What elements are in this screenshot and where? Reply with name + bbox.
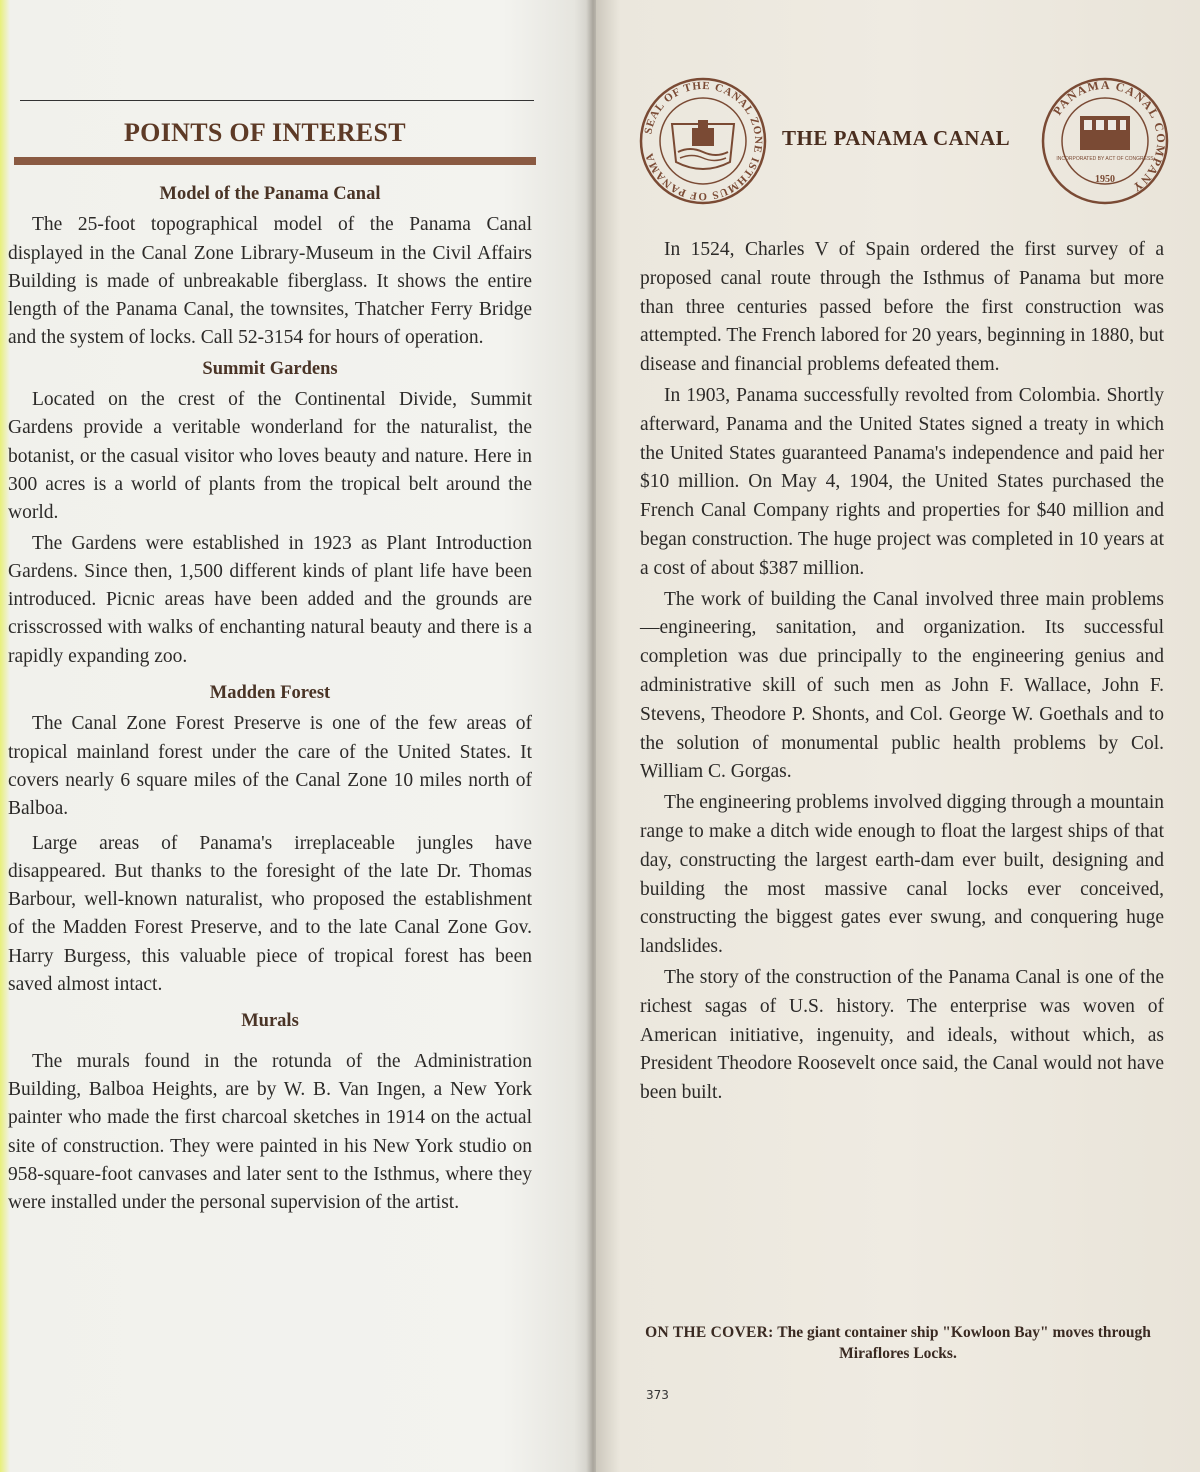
- title-underline-bar: [14, 157, 536, 165]
- section-heading-murals: Murals: [241, 1011, 299, 1032]
- top-rule: [20, 100, 534, 101]
- summit-paragraph-1: Located on the crest of the Continental Divide, Summit Gardens provide a veritable wonderland for the naturalist, the botanist, or the casual visitor who loves beauty and nature. Here in 300 acres is a world of plants from the tropical belt around the world.: [8, 389, 532, 524]
- panama-canal-history-column: [640, 236, 1164, 1110]
- points-of-interest-title: POINTS OF INTEREST: [124, 118, 406, 147]
- summit-paragraph-2: The Gardens were established in 1923 as Plant Introduction Gardens. Since then, 1,500 different kinds of plant life have been introduced. Picnic areas have been added and the grounds are crisscrossed with walks of enchanting natural beauty and there is a rapidly expanding zoo.: [8, 532, 532, 667]
- cover-caption-text: The giant container ship "Kowloon Bay" moves through Miraflores Locks.: [777, 1324, 1151, 1362]
- page-number: 373: [646, 1388, 669, 1402]
- section-heading-madden: Madden Forest: [209, 683, 331, 704]
- points-of-interest-column: [8, 180, 532, 1219]
- history-paragraph-2: In 1903, Panama successfully revolted from Colombia. Shortly afterward, Panama and the United States signed a treaty in which the United States guaranteed Panama's independence and paid her $10 million. On May 4, 1904, the United States purchased the French Canal Company rights and properties for $40 million and began construction. The huge project was completed in 10 years at a cost of about $387 million.: [640, 384, 1164, 579]
- history-paragraph-4: The engineering problems involved digging through a mountain range to make a ditch wide enough to float the largest ships of that day, constructing the largest earth-dam ever built, designing and building the most massive canal locks ever conceived, constructing the biggest gates ever swung, and conquering huge landslides.: [640, 792, 1164, 958]
- panama-canal-title: THE PANAMA CANAL: [782, 126, 1011, 150]
- madden-paragraph-1: The Canal Zone Forest Preserve is one of the few areas of tropical mainland forest under the care of the United States. It covers nearly 6 square miles of the Canal Zone 10 miles north of Balboa.: [8, 713, 532, 820]
- section-heading-summit: Summit Gardens: [202, 358, 338, 379]
- history-paragraph-3: The work of building the Canal involved three main problems—engineering, sanitation, and organization. Its successful completion was due principally to the engineering genius and administrative skill of such men as John F. Wallace, John F. Stevens, Theodore P. Shonts, and Col. George W. Goethals and to the solution of monumental public health problems by Col. William C. Gorgas.: [640, 588, 1164, 783]
- history-paragraph-1: In 1524, Charles V of Spain ordered the first survey of a proposed canal route through the Isthmus of Panama but more than three centuries passed before the first construction was attempted. The French labored for 20 years, beginning in 1880, but disease and financial problems defeated them.: [640, 239, 1164, 376]
- seal-right-text: PANAMA CANAL COMPANY: [1050, 77, 1169, 196]
- section-heading-model: Model of the Panama Canal: [159, 184, 381, 204]
- cover-caption: [628, 1322, 1168, 1364]
- seal-right-small: INCORPORATED BY ACT OF CONGRESS: [1056, 156, 1154, 162]
- seal-left-text: SEAL OF THE CANAL ZONE ISTHMUS OF PANAMA: [642, 79, 765, 203]
- left-page: [0, 0, 592, 1472]
- model-paragraph: The 25-foot topographical model of the Panama Canal displayed in the Canal Zone Library-Museum in the Civil Affairs Building is made of unbreakable fiberglass. It shows the entire length of the Panama Canal, the townsites, Thatcher Ferry Bridge and the system of locks. Call 52-3154 for hours of operation.: [8, 214, 532, 349]
- murals-paragraph: The murals found in the rotunda of the Administration Building, Balboa Heights, are by W. B. Van Ingen, a New York painter who made the first charcoal sketches in 1914 on the actual site of construction. They were painted in his New York studio on 958-square-foot canvases and later sent to the Isthmus, where they were installed under the personal supervision of the artist.: [8, 1050, 532, 1214]
- cover-caption-label: ON THE COVER:: [645, 1324, 774, 1341]
- history-paragraph-5: The story of the construction of the Panama Canal is one of the richest sagas of U.S. history. The enterprise was woven of American initiative, ingenuity, and ideals, without which, as President Theodore Roosevelt once said, the Canal would not have been built.: [640, 966, 1164, 1104]
- canal-zone-seal-icon: [638, 76, 768, 206]
- panama-canal-company-seal-icon: [1040, 76, 1170, 206]
- madden-paragraph-2: Large areas of Panama's irreplaceable jungles have disappeared. But thanks to the foresight of the late Dr. Thomas Barbour, well-known naturalist, who proposed the establishment of the Madden Forest Preserve, and to the late Canal Zone Gov. Harry Burgess, this valuable piece of tropical forest has been saved almost intact.: [8, 832, 532, 996]
- seal-right-year: 1950: [1095, 174, 1115, 185]
